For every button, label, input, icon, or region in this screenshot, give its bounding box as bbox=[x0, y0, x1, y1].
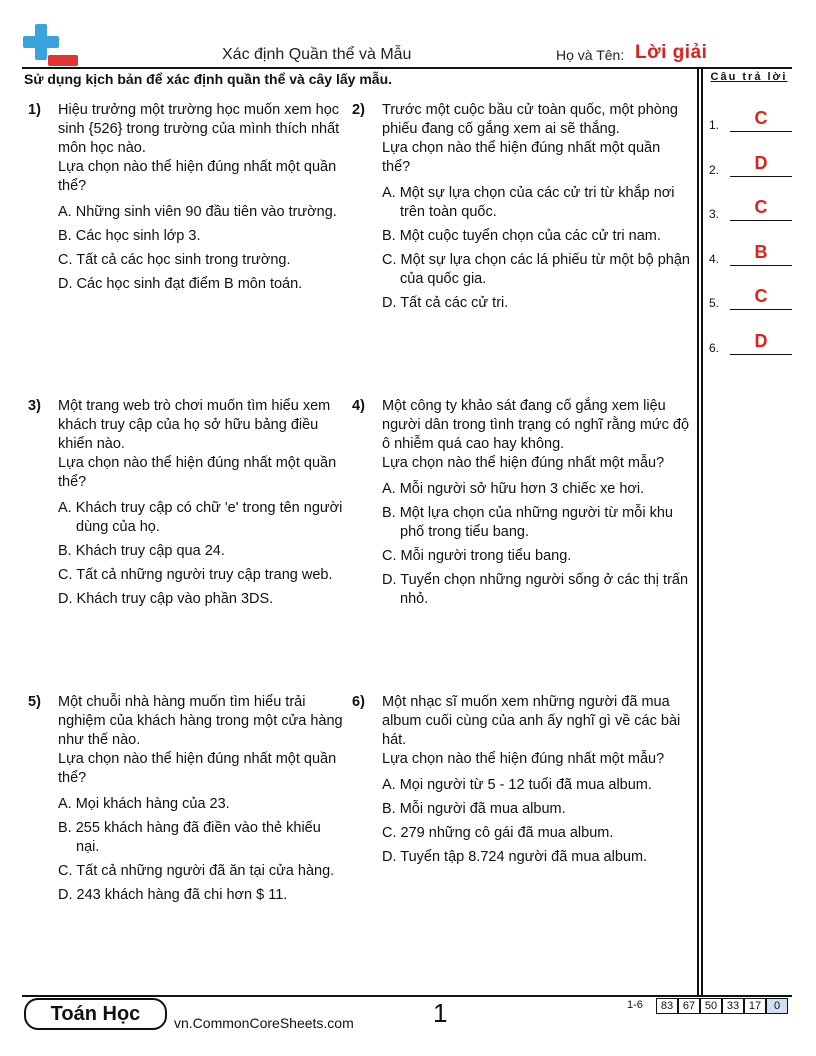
option-list bbox=[382, 184, 692, 313]
option-d: D. Khách truy cập vào phần 3DS. bbox=[58, 591, 274, 607]
answer-line bbox=[730, 220, 792, 221]
score-box: 17 bbox=[744, 998, 766, 1014]
score-box: 50 bbox=[700, 998, 722, 1014]
plus-minus-logo-icon bbox=[22, 24, 78, 68]
option-a: A. Khách truy cập có chữ 'e' trong tên người dùng của họ. bbox=[58, 500, 343, 535]
option-d: D. Tuyển tập 8.724 người đã mua album. bbox=[382, 849, 648, 865]
question-text: Một nhạc sĩ muốn xem những người đã mua album cuối cùng của anh ấy nghĩ gì về các bài hát. bbox=[382, 694, 681, 748]
question-prompt: Lựa chọn nào thể hiện đúng nhất một mẫu? bbox=[382, 751, 665, 767]
answer-value: D bbox=[754, 153, 768, 173]
bottom-divider bbox=[22, 995, 792, 997]
question-5 bbox=[28, 693, 348, 910]
worksheet-title: Xác định Quần thể và Mẫu bbox=[222, 46, 412, 63]
question-1 bbox=[28, 101, 348, 299]
answer-value: D bbox=[754, 331, 768, 351]
question-6 bbox=[352, 693, 692, 872]
question-prompt: Lựa chọn nào thể hiện đúng nhất một quần thể? bbox=[58, 159, 337, 194]
option-c: C. Tất cả những người đã ăn tại cửa hàng. bbox=[58, 863, 335, 879]
answer-line bbox=[730, 354, 792, 355]
answer-line bbox=[730, 131, 792, 132]
question-number: 4) bbox=[352, 398, 365, 414]
option-b: B. Các học sinh lớp 3. bbox=[58, 228, 201, 244]
answer-number: 6. bbox=[709, 341, 720, 355]
option-b: B. Mỗi người đã mua album. bbox=[382, 801, 566, 817]
answer-number: 5. bbox=[709, 296, 720, 310]
option-a: A. Mỗi người sở hữu hơn 3 chiếc xe hơi. bbox=[382, 481, 645, 497]
answer-line bbox=[730, 176, 792, 177]
answer-column-divider bbox=[697, 69, 699, 995]
option-b: B. Khách truy cập qua 24. bbox=[58, 543, 225, 559]
answer-row bbox=[709, 193, 793, 221]
question-number: 5) bbox=[28, 694, 41, 710]
answer-value: C bbox=[754, 108, 768, 128]
question-number: 1) bbox=[28, 102, 41, 118]
answer-value: C bbox=[754, 197, 768, 217]
question-prompt: Lựa chọn nào thể hiện đúng nhất một mẫu? bbox=[382, 455, 665, 471]
option-c: C. Một sự lựa chọn các lá phiếu từ một bộ phận của quốc gia. bbox=[382, 252, 690, 287]
answer-row bbox=[709, 238, 793, 266]
question-number: 3) bbox=[28, 398, 41, 414]
question-text: Một chuỗi nhà hàng muốn tìm hiểu trải nghiệm của khách hàng trong một cửa hàng như thế nào. bbox=[58, 694, 343, 748]
question-3 bbox=[28, 397, 348, 614]
option-b: B. Một lựa chọn của những người từ mỗi khu phố trong tiểu bang. bbox=[382, 505, 673, 540]
top-divider bbox=[22, 67, 792, 69]
question-number: 2) bbox=[352, 102, 365, 118]
question-text: Trước một cuộc bầu cử toàn quốc, một phòng phiếu đang cố gắng xem ai sẽ thắng. bbox=[382, 102, 678, 137]
question-text: Một công ty khảo sát đang cố gắng xem liệu người dân trong tình trạng có nghĩ rằng mức độ ô nhiễm quá cao hay không. bbox=[382, 398, 690, 452]
option-d: D. 243 khách hàng đã chi hơn $ 11. bbox=[58, 887, 288, 903]
question-text: Một trang web trò chơi muốn tìm hiểu xem khách truy cập của họ sở hữu bảng điều khiển nào. bbox=[58, 398, 331, 452]
answer-number: 2. bbox=[709, 163, 720, 177]
answer-row bbox=[709, 149, 793, 177]
option-list bbox=[382, 776, 692, 867]
answer-number: 1. bbox=[709, 118, 720, 132]
option-list bbox=[58, 203, 348, 294]
answer-number: 3. bbox=[709, 207, 720, 221]
answer-row bbox=[709, 282, 793, 310]
option-list bbox=[58, 795, 348, 905]
brand-badge: Toán Học bbox=[24, 998, 167, 1030]
answer-row bbox=[709, 104, 793, 132]
option-a: A. Mọi khách hàng của 23. bbox=[58, 796, 230, 812]
question-4 bbox=[352, 397, 692, 614]
name-label: Họ và Tên: bbox=[556, 47, 625, 63]
answer-value: B bbox=[754, 242, 768, 262]
option-a: A. Một sự lựa chọn của các cử tri từ khắp nơi trên toàn quốc. bbox=[382, 185, 675, 220]
answer-number: 4. bbox=[709, 252, 720, 266]
answer-column-divider bbox=[701, 69, 703, 995]
question-2 bbox=[352, 101, 692, 318]
option-c: C. Tất cả những người truy cập trang web. bbox=[58, 567, 333, 583]
page-number: 1 bbox=[433, 998, 448, 1028]
option-a: A. Những sinh viên 90 đầu tiên vào trường. bbox=[58, 204, 337, 220]
answer-row bbox=[709, 327, 793, 355]
question-text: Hiệu trưởng một trường học muốn xem học sinh {526} trong trường của mình thích nhất môn học nào. bbox=[58, 102, 340, 156]
score-box: 83 bbox=[656, 998, 678, 1014]
option-d: D. Các học sinh đạt điểm B môn toán. bbox=[58, 276, 303, 292]
answer-line bbox=[730, 265, 792, 266]
option-a: A. Mọi người từ 5 - 12 tuổi đã mua album. bbox=[382, 777, 652, 793]
option-b: B. 255 khách hàng đã điền vào thẻ khiếu nại. bbox=[58, 820, 321, 855]
option-list bbox=[382, 480, 692, 609]
question-prompt: Lựa chọn nào thể hiện đúng nhất một quần thể? bbox=[58, 455, 337, 490]
option-c: C. Tất cả các học sinh trong trường. bbox=[58, 252, 291, 268]
question-prompt: Lựa chọn nào thể hiện đúng nhất một quần thể? bbox=[58, 751, 337, 786]
option-c: C. 279 những cô gái đã mua album. bbox=[382, 825, 614, 841]
answer-value: C bbox=[754, 286, 768, 306]
option-list bbox=[58, 499, 348, 609]
score-box: 67 bbox=[678, 998, 700, 1014]
score-box: 0 bbox=[766, 998, 788, 1014]
option-d: D. Tất cả các cử tri. bbox=[382, 295, 509, 311]
site-url: vn.CommonCoreSheets.com bbox=[174, 1015, 354, 1031]
option-d: D. Tuyển chọn những người sống ở các thị trấn nhỏ. bbox=[382, 572, 689, 607]
score-range: 1-6 bbox=[627, 999, 643, 1011]
name-value: Lời giải bbox=[635, 42, 708, 63]
question-number: 6) bbox=[352, 694, 365, 710]
answer-line bbox=[730, 309, 792, 310]
instructions: Sử dụng kịch bản để xác định quần thể và cây lấy mẫu. bbox=[24, 71, 393, 87]
question-prompt: Lựa chọn nào thể hiện đúng nhất một quần thể? bbox=[382, 140, 661, 175]
score-box: 33 bbox=[722, 998, 744, 1014]
option-c: C. Mỗi người trong tiểu bang. bbox=[382, 548, 572, 564]
answers-heading: Câu trả lời bbox=[710, 71, 788, 83]
option-b: B. Một cuộc tuyển chọn của các cử tri nam. bbox=[382, 228, 661, 244]
